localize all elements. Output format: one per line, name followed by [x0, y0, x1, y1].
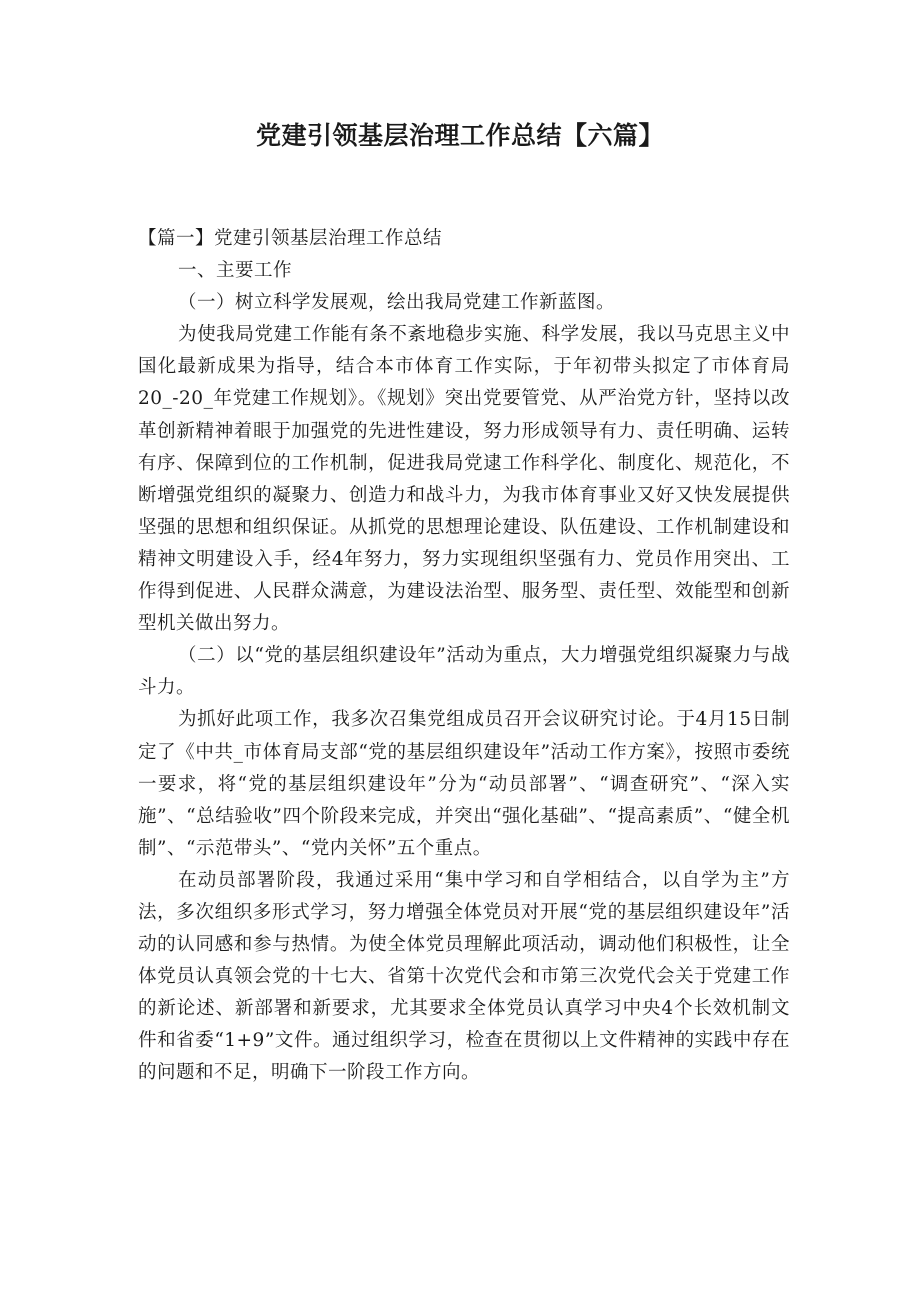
- paragraph: 为使我局党建工作能有条不紊地稳步实施、科学发展，我以马克思主义中国化最新成果为指导，结合本市体育工作实际，于年初带头拟定了市体育局20_-20_年党建工作规划》。《规划》突出党要管党、从严治党方针，坚持以改革创新精神着眼于加强党的先进性建设，努力形成领导有力、责任明确、运转有序、保障到位的工作机制，促进我局党逮工作科学化、制度化、规范化，不断增强党组织的凝聚力、创造力和战斗力，为我市体育事业又好又快发展提供坚强的思想和组织保证。从抓党的思想理论建设、队伍建设、工作机制建设和精神文明建设入手，经4年努力，努力实现组织坚强有力、党员作用突出、工作得到促进、人民群众满意，为建设法治型、服务型、责任型、效能型和创新型机关做出努力。: [138, 324, 790, 635]
- document-title: 党建引领基层治理工作总结【六篇】: [255, 121, 664, 150]
- subheading-1: （一）树立科学发展观，绘出我局党建工作新蓝图。: [178, 292, 616, 314]
- subheading-main-work: 一、主要工作: [178, 260, 293, 282]
- paragraph: 为抓好此项工作，我多次召集党组成员召开会议研究讨论。于4月15日制定了《中共_市体育局支部“党的基层组织建设年”活动工作方案》，按照市委统一要求，将“党的基层组织建设年”分为“动员部署”、“调查研究”、“深入实施”、“总结验收”四个阶段来完成，并突出“强化基础”、“提高素质”、“健全机制”、“示范带头”、“党内关怀”五个重点。: [138, 709, 790, 859]
- paragraph: 在动员部署阶段，我通过采用“集中学习和自学相结合，以自学为主”方法，多次组织多形式学习，努力增强全体党员对开展“党的基层组织建设年”活动的认同感和参与热情。为使全体党员理解此项活动，调动他们积极性，让全体党员认真领会党的十七大、省第十次党代会和市第三次党代会关于党建工作的新论述、新部署和新要求，尤其要求全体党员认真学习中央4个长效机制文件和省委“1+9”文件。通过组织学习，检查在贯彻以上文件精神的实践中存在的问题和不足，明确下一阶段工作方向。: [138, 869, 790, 1084]
- section-heading: 【篇一】党建引领基层治理工作总结: [138, 228, 443, 249]
- subheading-2: （二）以“党的基层组织建设年”活动为重点，大力增强党组织凝聚力与战斗力。: [138, 645, 790, 699]
- document-body: [138, 223, 790, 1090]
